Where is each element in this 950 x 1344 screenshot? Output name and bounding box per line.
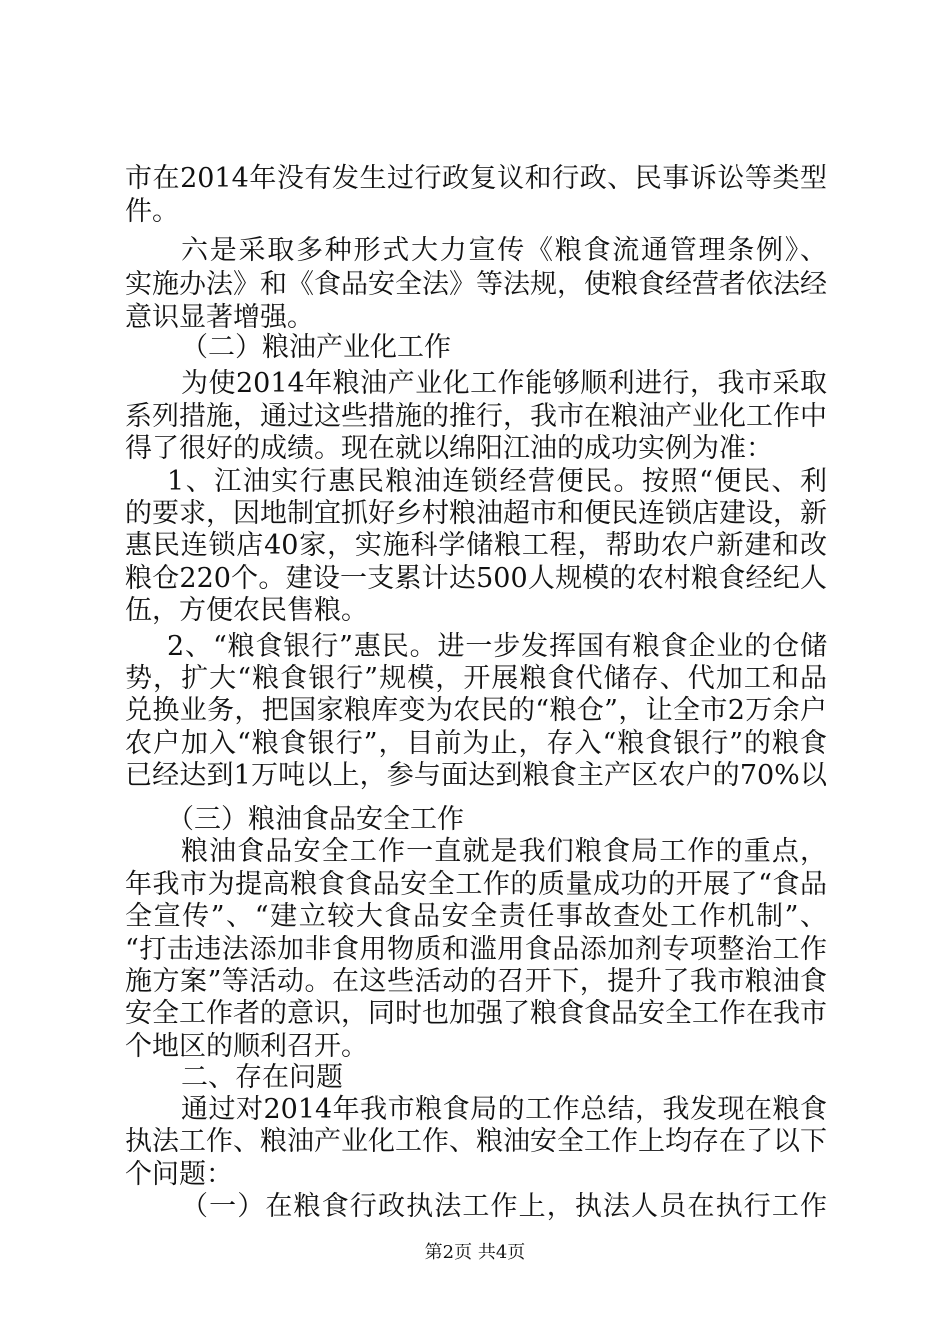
text-line [0,562,950,596]
text-line [0,1125,950,1159]
text-line [0,933,950,967]
line-text: 市在2014年没有发生过行政复议和行政、民事诉讼等类型 [125,163,827,194]
line-text: 伍，方便农民售粮。 [125,595,368,626]
line-text: 势，扩大“粮食银行”规模，开展粮食代储存、代加工和品 [125,663,827,694]
line-text: 年我市为提高粮食食品安全工作的质量成功的开展了“食品 [125,869,827,900]
text-line [0,727,950,761]
line-text: 粮仓220个。建设一支累计达500人规模的农村粮食经纪人 [125,563,827,594]
line-text: （二）粮油产业化工作 [181,332,451,363]
text-line [0,301,950,335]
text-line [0,268,950,302]
text-line [0,594,950,628]
text-line [0,195,950,229]
text-line [0,630,950,664]
text-line [0,1061,950,1095]
line-text: 已经达到1万吨以上，参与面达到粮食主产区农户的70%以 [125,760,827,791]
text-line [0,694,950,728]
line-text: 兑换业务，把国家粮库变为农民的“粮仓”，让全市2万余户 [125,695,827,726]
line-text: 个地区的顺利召开。 [125,1031,368,1062]
text-line [0,1190,950,1224]
line-text: 个问题： [125,1159,233,1190]
text-line [0,1158,950,1192]
text-line [0,529,950,563]
line-text: （三）粮油食品安全工作 [167,804,464,835]
text-line [0,465,950,499]
line-text: 通过对2014年我市粮食局的工作总结，我发现在粮食 [181,1094,827,1125]
text-line [0,835,950,869]
text-line [0,662,950,696]
line-text: 二、存在问题 [181,1062,343,1093]
line-text: 安全工作者的意识，同时也加强了粮食食品安全工作在我市 [125,998,827,1029]
line-text: 全宣传”、“建立较大食品安全责任事故查处工作机制”、 [125,901,827,932]
text-line [0,1030,950,1064]
page-footer: 第2页 共4页 [424,1242,526,1263]
line-text: 系列措施，通过这些措施的推行，我市在粮油产业化工作中 [125,401,827,432]
text-line [0,900,950,934]
line-text: 农户加入“粮食银行”，目前为止，存入“粮食银行”的粮食 [125,728,827,759]
line-text: （一）在粮食行政执法工作上，执法人员在执行工作 [181,1191,827,1222]
line-text: 的要求，因地制宜抓好乡村粮油超市和便民连锁店建设，新 [125,498,827,529]
line-text: 粮油食品安全工作一直就是我们粮食局工作的重点， [181,836,827,867]
line-text: 惠民连锁店40家，实施科学储粮工程，帮助农户新建和改 [125,530,827,561]
line-text: 件。 [125,196,179,227]
text-line [0,432,950,466]
line-text: 2、“粮食银行”惠民。进一步发挥国有粮食企业的仓储 [167,631,827,662]
line-text: 1、江油实行惠民粮油连锁经营便民。按照“便民、利 [167,466,827,497]
text-line [0,965,950,999]
line-text: 六是采取多种形式大力宣传《粮食流通管理条例》、 [181,235,827,266]
line-text: 施方案”等活动。在这些活动的召开下，提升了我市粮油食 [125,966,827,997]
line-text: 为使2014年粮油产业化工作能够顺利进行，我市采取 [181,368,827,399]
text-line [0,162,950,196]
text-line [0,1093,950,1127]
line-text: “打击违法添加非食用物质和滥用食品添加剂专项整治工作 [125,934,827,965]
line-text: 意识显著增强。 [125,302,314,333]
line-text: 实施办法》和《食品安全法》等法规，使粮食经营者依法经 [125,269,827,300]
text-line [0,497,950,531]
text-line [0,234,950,268]
text-line [0,759,950,793]
text-line [0,400,950,434]
text-line [0,331,950,365]
line-text: 执法工作、粮油产业化工作、粮油安全工作上均存在了以下 [125,1126,827,1157]
line-text: 得了很好的成绩。现在就以绵阳江油的成功实例为准： [125,433,773,464]
text-line [0,997,950,1031]
text-line [0,803,950,837]
text-line [0,868,950,902]
text-line [0,367,950,401]
